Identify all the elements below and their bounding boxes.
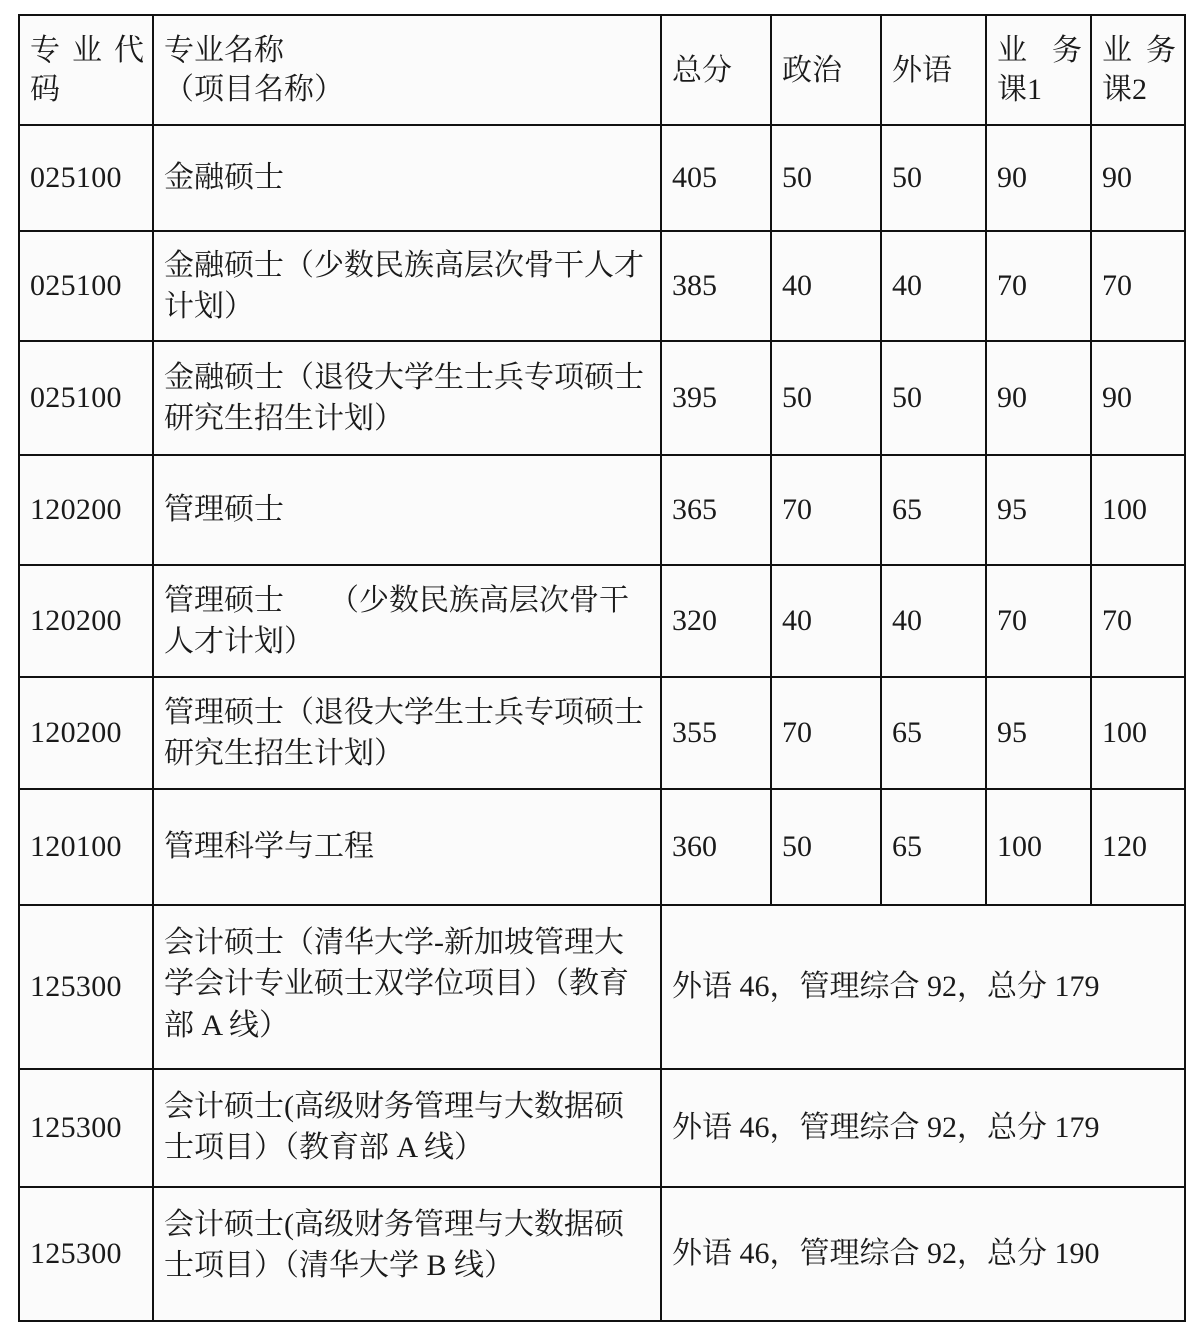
column-header-foreign-language (881, 15, 986, 125)
cell-program-name: 管理硕士（退役大学生士兵专项硕士研究生招生计划） (153, 677, 661, 789)
cell-total-score: 355 (661, 677, 771, 789)
table-row (19, 677, 1185, 789)
cell-major-subject-1-score: 95 (986, 455, 1091, 565)
score-table-container (18, 14, 1184, 1322)
cell-total-score: 395 (661, 341, 771, 455)
cell-program-name: 金融硕士（少数民族高层次骨干人才计划） (153, 231, 661, 341)
column-header-major-subject-2 (1091, 15, 1185, 125)
cell-major-subject-1-score: 90 (986, 125, 1091, 231)
cell-major-subject-2-score: 100 (1091, 455, 1185, 565)
cell-program-name: 管理科学与工程 (153, 789, 661, 905)
column-header-major-subject-1-sublabel: 课1 (997, 73, 1042, 106)
cell-politics-score: 40 (771, 565, 881, 677)
cell-major-subject-2-score: 70 (1091, 231, 1185, 341)
cell-major-code: 025100 (19, 125, 153, 231)
column-header-total (661, 15, 771, 125)
cell-total-score: 320 (661, 565, 771, 677)
cell-requirement-merged: 外语 46，管理综合 92，总分 179 (661, 1069, 1185, 1187)
cell-foreign-language-score: 65 (881, 789, 986, 905)
column-header-name (153, 15, 661, 125)
table-row (19, 1187, 1185, 1321)
cell-major-subject-2-score: 70 (1091, 565, 1185, 677)
table-row (19, 231, 1185, 341)
cell-major-code: 125300 (19, 905, 153, 1069)
cell-major-subject-2-score: 120 (1091, 789, 1185, 905)
column-header-name-sublabel: （项目名称） (164, 73, 344, 106)
header-row (19, 15, 1185, 125)
cell-major-code: 120100 (19, 789, 153, 905)
cell-foreign-language-score: 40 (881, 565, 986, 677)
cell-total-score: 405 (661, 125, 771, 231)
cell-major-code: 025100 (19, 341, 153, 455)
cell-foreign-language-score: 50 (881, 125, 986, 231)
cell-program-name: 会计硕士(高级财务管理与大数据硕士项目）（教育部 A 线） (153, 1069, 661, 1187)
cell-program-name: 金融硕士（退役大学生士兵专项硕士研究生招生计划） (153, 341, 661, 455)
cell-major-code: 125300 (19, 1187, 153, 1321)
table-row (19, 565, 1185, 677)
cell-program-name: 管理硕士 (153, 455, 661, 565)
cell-total-score: 365 (661, 455, 771, 565)
cell-program-name: 会计硕士（清华大学-新加坡管理大学会计专业硕士双学位项目）（教育部 A 线） (153, 905, 661, 1069)
column-header-foreign-language-label: 外语 (892, 53, 952, 87)
table-body (19, 125, 1185, 1321)
column-header-major-subject-1 (986, 15, 1091, 125)
cell-total-score: 385 (661, 231, 771, 341)
cell-program-name: 管理硕士 （少数民族高层次骨干人才计划） (153, 565, 661, 677)
cell-major-code: 120200 (19, 455, 153, 565)
cell-foreign-language-score: 50 (881, 341, 986, 455)
table-header (19, 15, 1185, 125)
table-row (19, 341, 1185, 455)
cell-major-code: 120200 (19, 565, 153, 677)
cell-major-subject-2-score: 90 (1091, 125, 1185, 231)
admission-score-table (18, 14, 1186, 1322)
cell-politics-score: 70 (771, 677, 881, 789)
cell-requirement-merged: 外语 46，管理综合 92，总分 190 (661, 1187, 1185, 1321)
cell-major-subject-1-score: 90 (986, 341, 1091, 455)
table-row (19, 905, 1185, 1069)
table-row (19, 789, 1185, 905)
column-header-politics (771, 15, 881, 125)
cell-major-subject-2-score: 90 (1091, 341, 1185, 455)
cell-major-subject-1-score: 70 (986, 231, 1091, 341)
cell-major-code: 125300 (19, 1069, 153, 1187)
cell-total-score: 360 (661, 789, 771, 905)
cell-politics-score: 70 (771, 455, 881, 565)
column-header-politics-label: 政治 (782, 53, 842, 87)
column-header-code-label: 专业代码 (30, 34, 144, 106)
table-row (19, 1069, 1185, 1187)
cell-program-name: 金融硕士 (153, 125, 661, 231)
cell-politics-score: 50 (771, 789, 881, 905)
table-row (19, 455, 1185, 565)
column-header-name-label: 专业名称 (164, 34, 284, 67)
cell-major-subject-1-score: 70 (986, 565, 1091, 677)
cell-major-code: 120200 (19, 677, 153, 789)
cell-foreign-language-score: 40 (881, 231, 986, 341)
cell-major-subject-1-score: 100 (986, 789, 1091, 905)
cell-politics-score: 40 (771, 231, 881, 341)
cell-politics-score: 50 (771, 125, 881, 231)
cell-major-subject-2-score: 100 (1091, 677, 1185, 789)
column-header-major-subject-2-label: 业务 (1102, 34, 1176, 67)
column-header-code (19, 15, 153, 125)
table-row (19, 125, 1185, 231)
column-header-major-subject-1-label: 业务 (997, 34, 1082, 67)
column-header-total-label: 总分 (672, 53, 732, 87)
cell-foreign-language-score: 65 (881, 455, 986, 565)
cell-politics-score: 50 (771, 341, 881, 455)
cell-major-code: 025100 (19, 231, 153, 341)
cell-program-name: 会计硕士(高级财务管理与大数据硕士项目）（清华大学 B 线） (153, 1187, 661, 1321)
cell-foreign-language-score: 65 (881, 677, 986, 789)
cell-requirement-merged: 外语 46，管理综合 92，总分 179 (661, 905, 1185, 1069)
cell-major-subject-1-score: 95 (986, 677, 1091, 789)
column-header-major-subject-2-sublabel: 课2 (1102, 73, 1147, 106)
